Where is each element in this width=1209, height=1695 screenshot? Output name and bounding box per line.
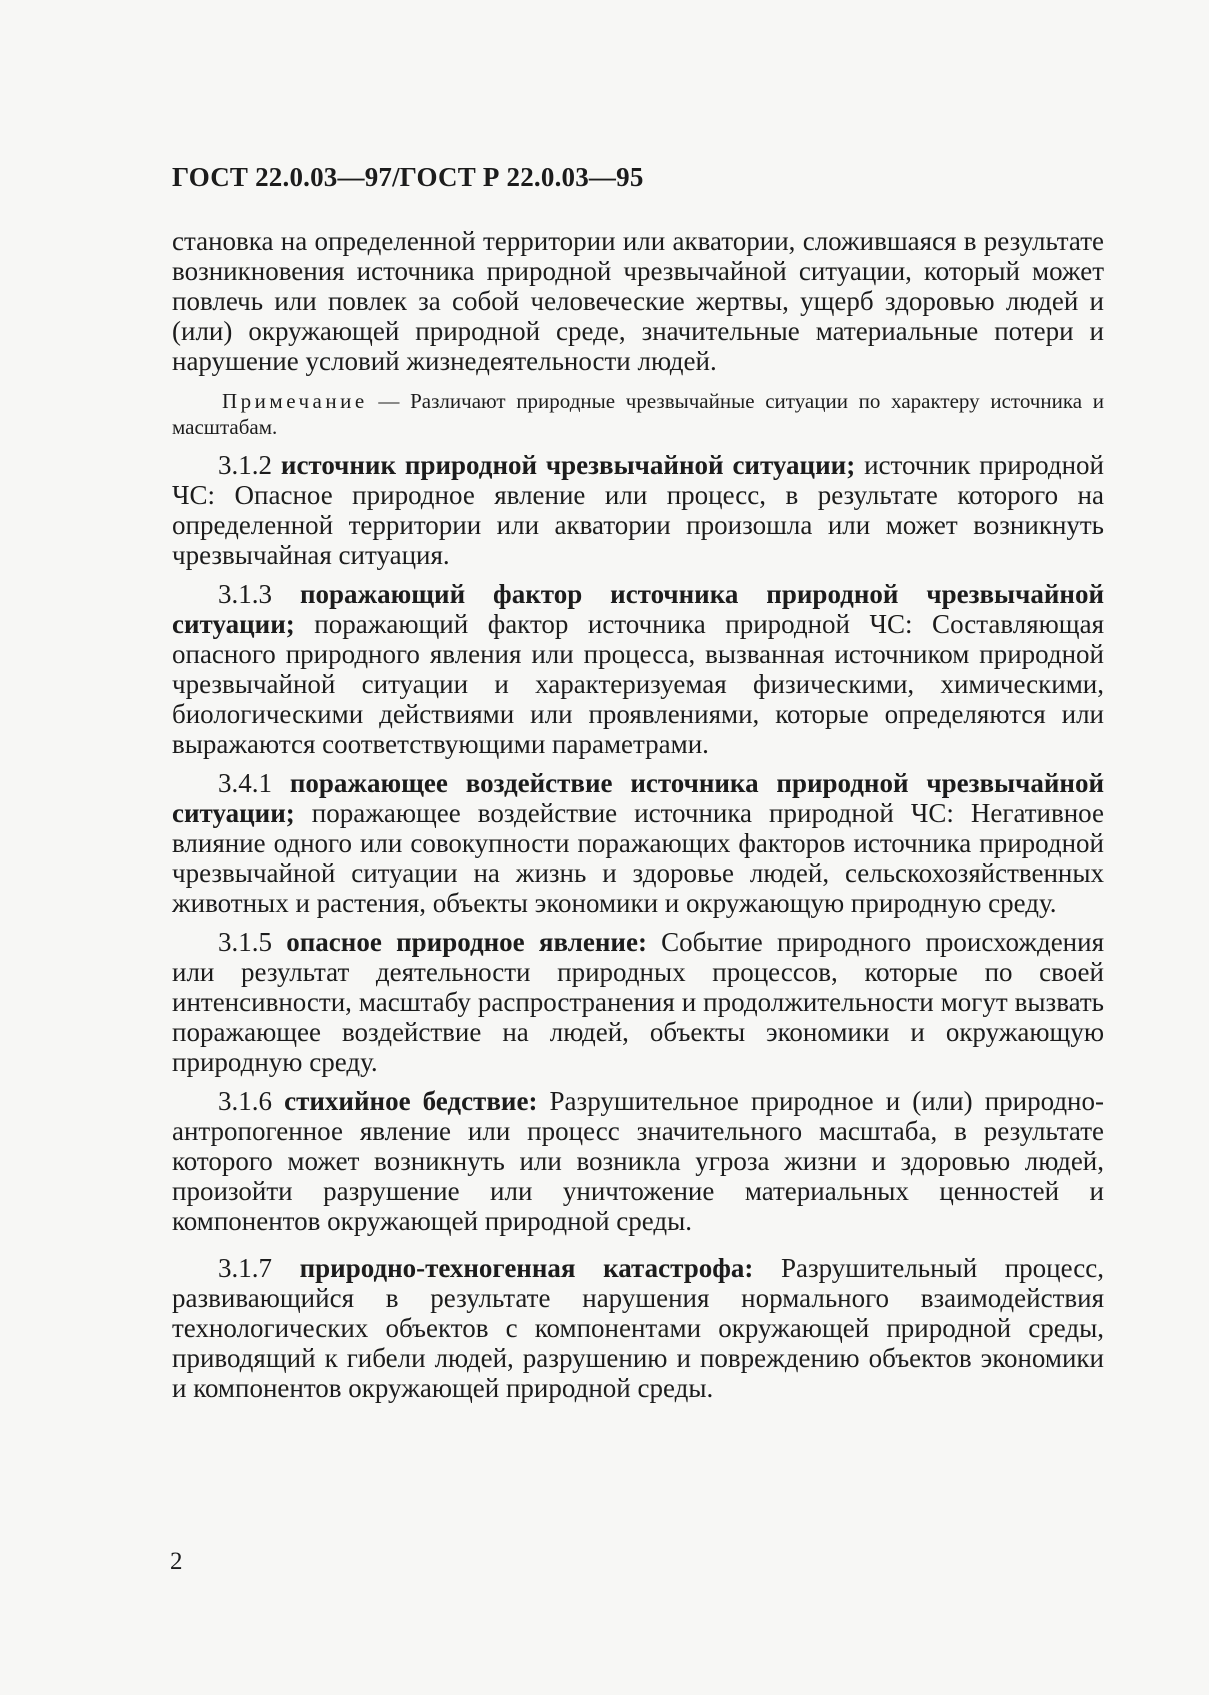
term-definition: поражающее воздействие источника природной ЧС: Негативное влияние одного или совокупности поражающих факторов источника природной чрезвычайной ситуации на жизнь и здоровье людей, сельскохозяйственных животных и растения, объекты экономики и окружающую природную среду. (172, 798, 1104, 918)
term-3-1-7 (172, 1253, 1104, 1403)
term-title: поражающий фактор источника природной чрезвычайной ситуации; (172, 579, 1105, 639)
note-paragraph (172, 388, 1104, 440)
note-text: — Различают природные чрезвычайные ситуации по характеру источника и масштабам. (172, 389, 1104, 439)
term-number: 3.1.3 (218, 579, 300, 609)
term-3-1-2 (172, 450, 1104, 570)
term-3-1-6 (172, 1086, 1104, 1236)
term-definition: Событие природного происхождения или результат деятельности природных процессов, которые по своей интенсивности, масштабу распространения и продолжительности могут вызвать поражающее воздействие на людей, объекты экономики и окружающую природную среду. (172, 927, 1105, 1077)
document-header: ГОСТ 22.0.03—97/ГОСТ Р 22.0.03—95 (172, 162, 644, 192)
term-number: 3.1.2 (218, 450, 281, 480)
document-body (172, 226, 1104, 1412)
term-title: природно-техногенная катастрофа: (299, 1253, 754, 1283)
term-number: 3.1.6 (218, 1086, 285, 1116)
page-number: 2 (170, 1548, 183, 1575)
note-label: Примечание (222, 389, 368, 413)
continuation-paragraph: становка на определенной территории или акватории, сложившаяся в результате возникновения источника природной чрезвычайной ситуации, который может повлечь или повлек за собой человеческие жертвы, ущерб здоровью людей и (или) окружающей природной среде, значительные материальные потери и нарушение условий жизнедеятельности людей. (172, 226, 1104, 376)
term-3-1-3 (172, 579, 1104, 759)
term-number: 3.1.5 (218, 927, 287, 957)
term-number: 3.4.1 (218, 768, 290, 798)
term-number: 3.1.7 (218, 1253, 300, 1283)
term-3-4-1 (172, 768, 1104, 918)
term-3-1-5 (172, 927, 1104, 1077)
term-definition: Разрушительное природное и (или) природно-антропогенное явление или процесс значительного масштаба, в результате которого может возникнуть или возникла угроза жизни и здоровью людей, произойти разрушение или уничтожение материальных ценностей и компонентов окружающей природной среды. (172, 1086, 1105, 1236)
term-title: стихийное бедствие: (284, 1086, 538, 1116)
term-definition: поражающий фактор источника природной ЧС: Составляющая опасного природного явления или процесса, вызванная источником природной чрезвычайной ситуации и характеризуемая физическими, химическими, биологическими действиями или проявлениями, которые определяются или выражаются соответствующими параметрами. (172, 609, 1104, 759)
paragraph-gap (172, 1245, 1104, 1253)
term-title: источник природной чрезвычайной ситуации; (280, 450, 856, 480)
term-definition: источник природной ЧС: Опасное природное явление или процесс, в результате которого на определенной территории или акватории произошла или может возникнуть чрезвычайная ситуация. (172, 450, 1105, 570)
term-definition: Разрушительный процесс, развивающийся в результате нарушения нормального взаимодействия технологических объектов с компонентами окружающей природной среды, приводящий к гибели людей, разрушению и повреждению объектов экономики и компонентов окружающей природной среды. (172, 1253, 1104, 1403)
term-title: поражающее воздействие источника природной чрезвычайной ситуации; (172, 768, 1104, 828)
term-title: опасное природное явление: (286, 927, 647, 957)
